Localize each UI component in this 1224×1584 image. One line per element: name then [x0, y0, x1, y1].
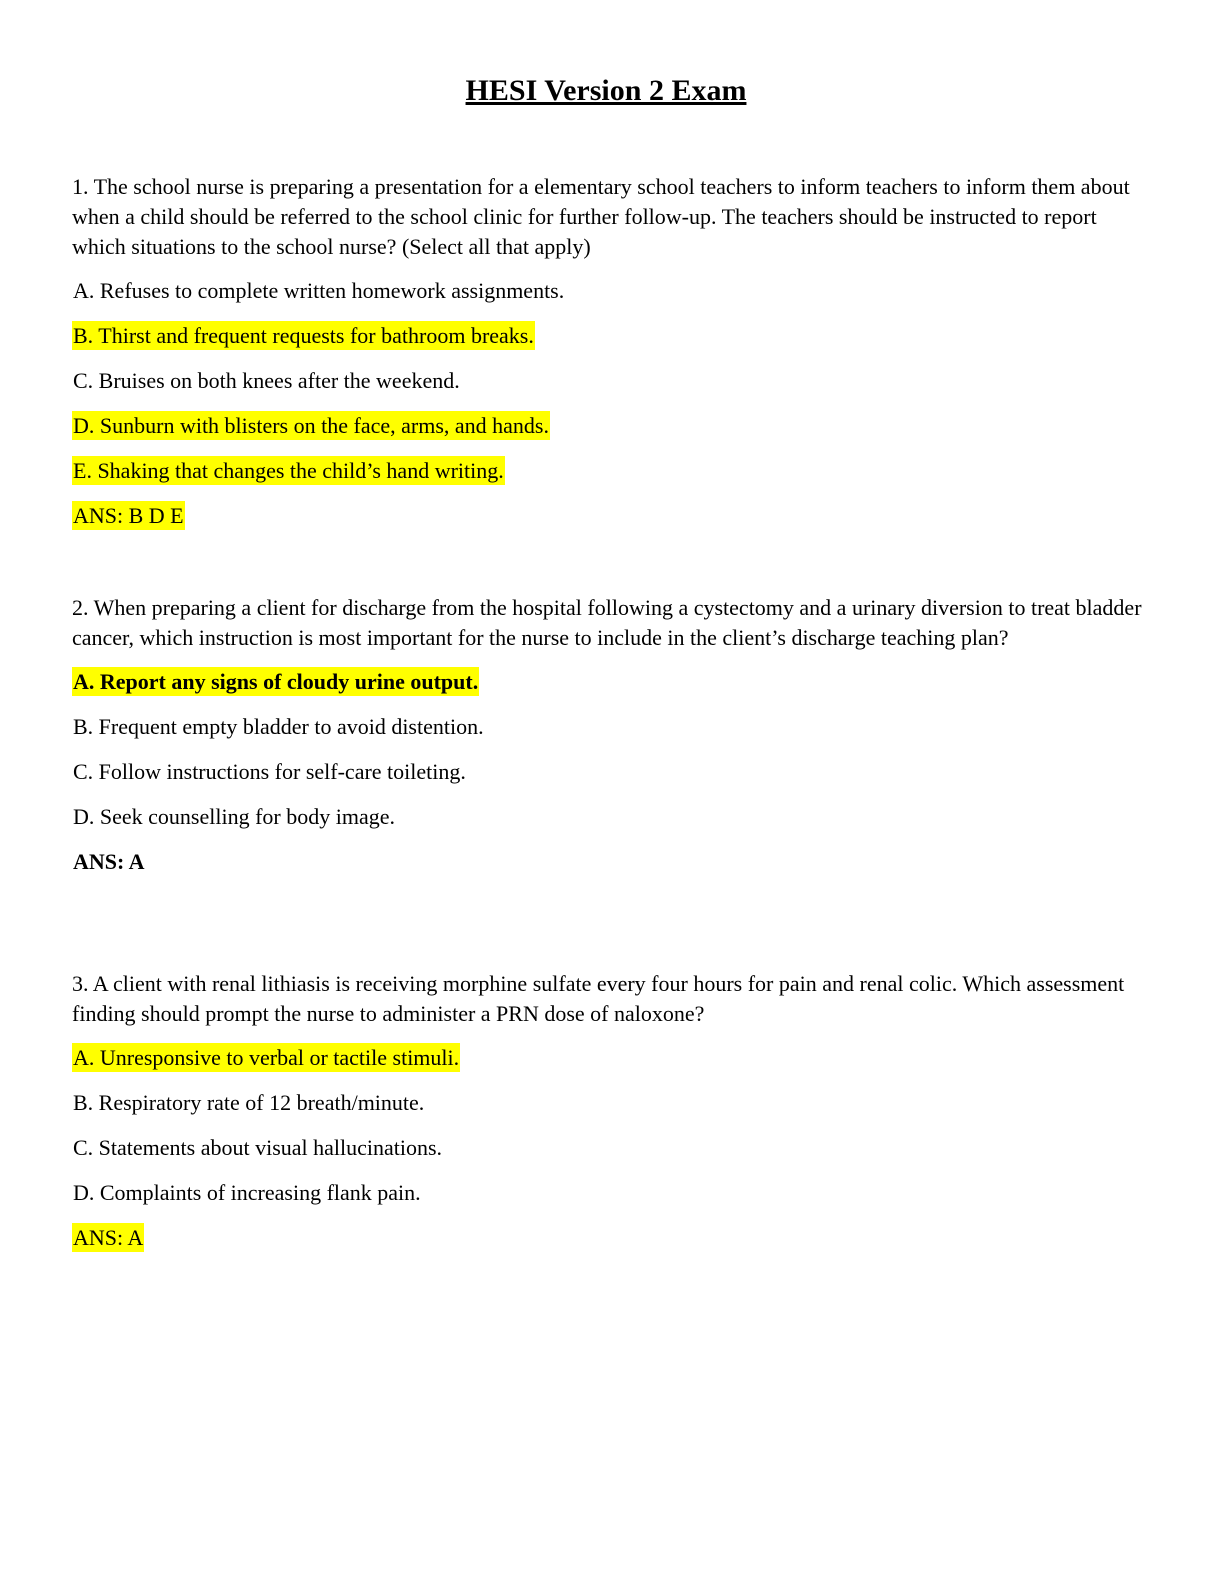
option-d-highlighted: D. Sunburn with blisters on the face, arms, and hands.: [73, 413, 549, 438]
option-d: D. Complaints of increasing flank pain.: [73, 1180, 421, 1205]
option-a-highlighted: A. Report any signs of cloudy urine output.: [73, 669, 479, 694]
answer-key: ANS: B D E: [73, 503, 184, 528]
option-d: D. Seek counselling for body image.: [73, 804, 395, 829]
answer-key: ANS: A: [73, 849, 145, 874]
question-stem: 2. When preparing a client for discharge from the hospital following a cystectomy and a urinary diversion to treat bladder cancer, which instruction is most important for the nurse to include in the client’s discharge teaching plan?: [72, 595, 1142, 650]
option-b: B. Frequent empty bladder to avoid distention.: [73, 714, 484, 739]
option-e-highlighted: E. Shaking that changes the child’s hand writing.: [73, 458, 504, 483]
question-2: [72, 593, 1152, 892]
option-a: A. Refuses to complete written homework assignments.: [73, 278, 565, 303]
question-stem: 1. The school nurse is preparing a presentation for a elementary school teachers to inform teachers to inform them about when a child should be referred to the school clinic for further follow-up. The teachers should be instructed to report which situations to the school nurse? (Select all that apply): [72, 174, 1130, 259]
question-3: [72, 969, 1152, 1268]
question-stem: 3. A client with renal lithiasis is receiving morphine sulfate every four hours for pain and renal colic. Which assessment finding should prompt the nurse to administer a PRN dose of naloxone?: [72, 971, 1125, 1026]
option-b: B. Respiratory rate of 12 breath/minute.: [73, 1090, 425, 1115]
question-1: [72, 172, 1152, 546]
page-title: HESI Version 2 Exam: [465, 74, 747, 107]
option-c: C. Bruises on both knees after the weekend.: [73, 368, 460, 393]
option-c: C. Statements about visual hallucinations.: [73, 1135, 443, 1160]
option-a-highlighted: A. Unresponsive to verbal or tactile stimuli.: [73, 1045, 460, 1070]
option-c: C. Follow instructions for self-care toileting.: [73, 759, 466, 784]
option-b-highlighted: B. Thirst and frequent requests for bathroom breaks.: [73, 323, 534, 348]
answer-key: ANS: A: [73, 1225, 144, 1250]
